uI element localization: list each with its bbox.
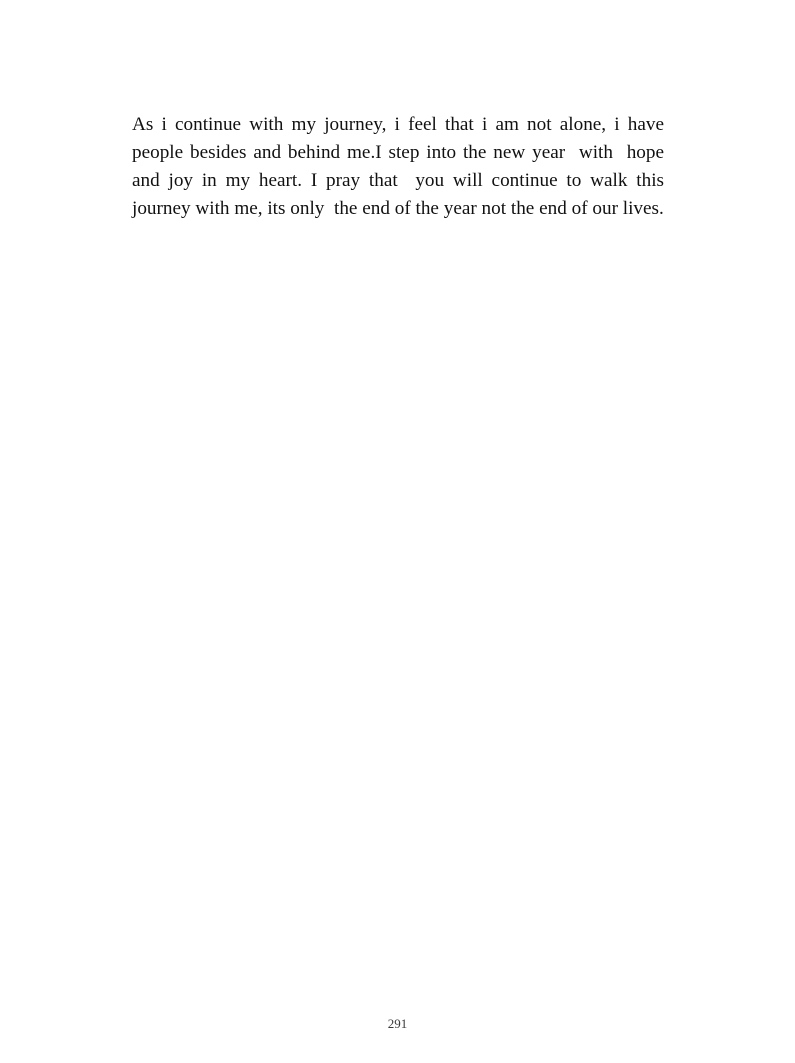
body-paragraph: As i continue with my journey, i feel that i am not alone, i have people besides and behind me.I step into the new year with hope and joy in my heart. I pray that you will continue to walk this journey with me, its only the end of the year not the end of our lives.	[132, 114, 669, 220]
page-number: 291	[387, 1016, 408, 1031]
